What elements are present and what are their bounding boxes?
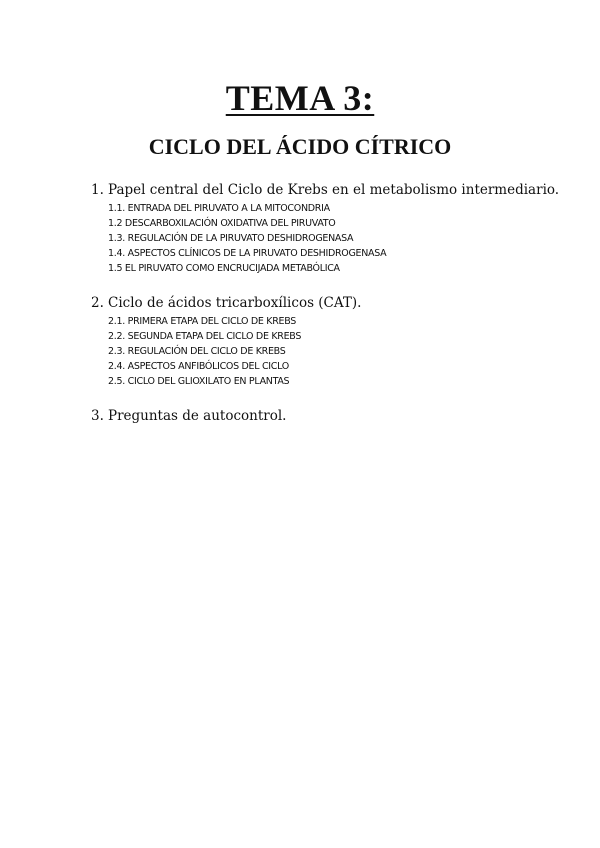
section-heading bbox=[91, 293, 571, 313]
section-heading-text: Preguntas de autocontrol. bbox=[108, 408, 287, 424]
section-heading bbox=[91, 406, 571, 426]
subsection-item: 1.2 DESCARBOXILACIÓN OXIDATIVA DEL PIRUVATO bbox=[108, 218, 336, 229]
subsection-item: 2.3. REGULACIÓN DEL CICLO DE KREBS bbox=[108, 346, 286, 357]
toc-section bbox=[91, 406, 571, 426]
page-title: TEMA 3: bbox=[225, 78, 375, 118]
subsection-list bbox=[108, 314, 571, 389]
table-of-contents bbox=[91, 180, 571, 443]
subsection-item: 2.4. ASPECTOS ANFIBÓLICOS DEL CICLO bbox=[108, 361, 289, 372]
subsection-item: 1.5 EL PIRUVATO COMO ENCRUCIJADA METABÓLICA bbox=[108, 263, 340, 274]
toc-section bbox=[91, 180, 571, 276]
subsection-item: 2.1. PRIMERA ETAPA DEL CICLO DE KREBS bbox=[108, 316, 297, 327]
subsection-item: 1.3. REGULACIÓN DE LA PIRUVATO DESHIDROGENASA bbox=[108, 233, 354, 244]
section-number: 1. bbox=[91, 182, 104, 198]
subsection-item: 2.5. CICLO DEL GLIOXILATO EN PLANTAS bbox=[108, 376, 290, 387]
toc-section bbox=[91, 293, 571, 389]
section-heading-text: Ciclo de ácidos tricarboxílicos (CAT). bbox=[108, 295, 362, 311]
subsection-item: 1.4. ASPECTOS CLÍNICOS DE LA PIRUVATO DESHIDROGENASA bbox=[108, 248, 387, 259]
section-number: 2. bbox=[91, 295, 104, 311]
page-subtitle: CICLO DEL ÁCIDO CÍTRICO bbox=[148, 134, 452, 159]
subsection-item: 2.2. SEGUNDA ETAPA DEL CICLO DE KREBS bbox=[108, 331, 302, 342]
section-number: 3. bbox=[91, 408, 104, 424]
subsection-list bbox=[108, 201, 571, 276]
section-heading bbox=[91, 180, 571, 200]
subsection-item: 1.1. ENTRADA DEL PIRUVATO A LA MITOCONDRIA bbox=[108, 203, 330, 214]
section-heading-text: Papel central del Ciclo de Krebs en el metabolismo intermediario. bbox=[108, 182, 560, 198]
